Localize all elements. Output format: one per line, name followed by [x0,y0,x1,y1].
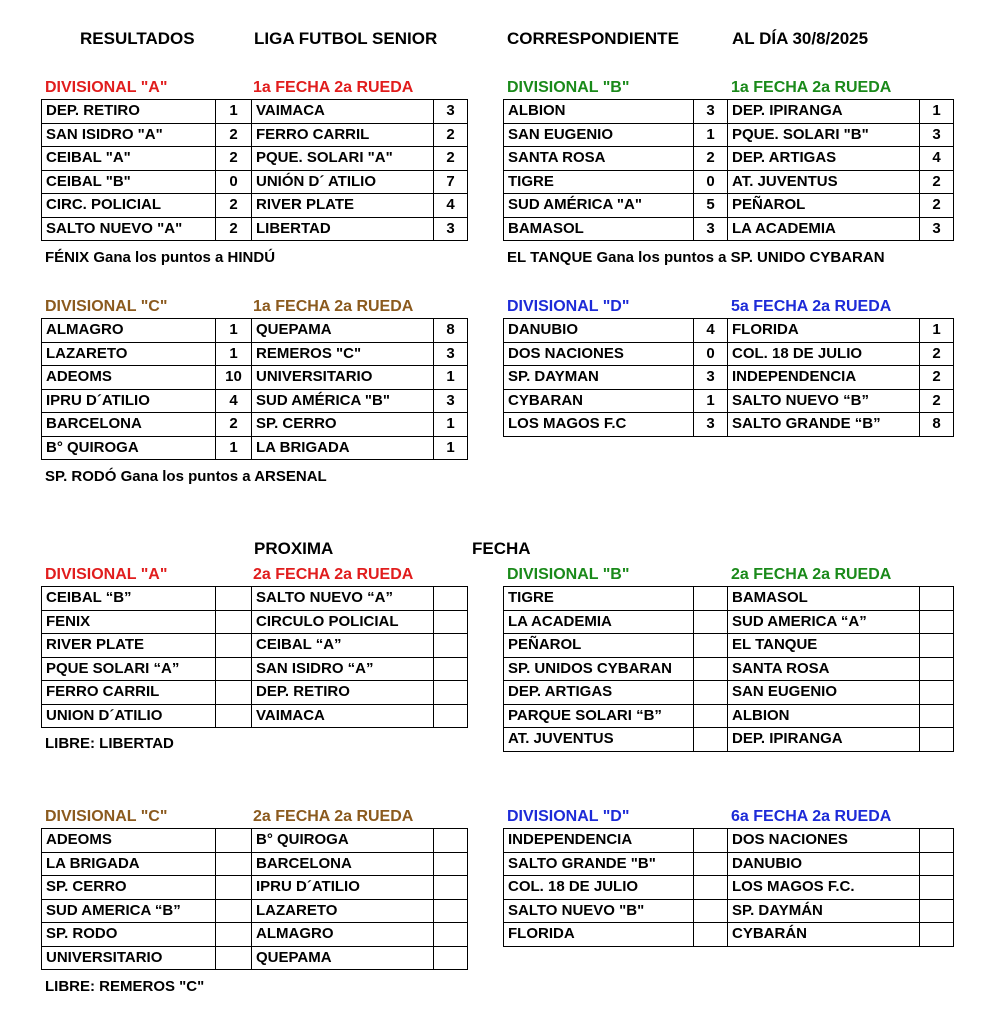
division-label: DIVISIONAL "D" [507,298,630,315]
away-score [920,681,954,705]
home-score: 3 [694,100,728,124]
table-row [42,852,468,876]
away-score: 3 [434,100,468,124]
away-team: LOS MAGOS F.C. [728,876,920,900]
table-row [504,100,954,124]
round-label: 5a FECHA 2a RUEDA [731,298,892,315]
away-score [920,634,954,658]
note: FÉNIX Gana los puntos a HINDÚ [45,249,276,266]
home-score: 3 [694,217,728,241]
away-team: SANTA ROSA [728,657,920,681]
header-liga: LIGA FUTBOL SENIOR [254,29,438,48]
table-row [504,319,954,343]
table-row [504,366,954,390]
home-score: 2 [216,413,252,437]
table-row [42,217,468,241]
away-team: SUD AMÉRICA "B" [252,389,434,413]
table-row [42,681,468,705]
table-row [42,100,468,124]
away-score [434,899,468,923]
away-score: 2 [920,366,954,390]
home-score [216,634,252,658]
home-score [694,610,728,634]
home-team: SUD AMÉRICA "A" [504,194,694,218]
home-team: SALTO GRANDE "B" [504,852,694,876]
away-team: VAIMACA [252,100,434,124]
away-team: LA BRIGADA [252,436,434,460]
home-team: DANUBIO [504,319,694,343]
round-label: 2a FECHA 2a RUEDA [731,566,892,583]
away-score: 1 [434,366,468,390]
away-team: SALTO NUEVO “A” [252,587,434,611]
away-score [434,657,468,681]
next-title-right: FECHA [472,539,531,558]
away-team: SAN ISIDRO “A” [252,657,434,681]
division-label: DIVISIONAL "B" [507,79,630,96]
home-team: SANTA ROSA [504,147,694,171]
home-score: 0 [216,170,252,194]
table-row [42,923,468,947]
away-score [434,634,468,658]
away-team: ALBION [728,704,920,728]
table-row [504,657,954,681]
home-score [216,899,252,923]
home-team: TIGRE [504,587,694,611]
home-score [694,829,728,853]
home-score [216,610,252,634]
table-row [504,852,954,876]
round-label: 2a FECHA 2a RUEDA [253,808,414,825]
away-team: DEP. IPIRANGA [728,728,920,752]
home-score: 1 [216,436,252,460]
home-score [694,681,728,705]
away-score [920,829,954,853]
home-score [216,852,252,876]
away-team: REMEROS "C" [252,342,434,366]
home-team: FERRO CARRIL [42,681,216,705]
round-label: 1a FECHA 2a RUEDA [253,298,414,315]
division-label: DIVISIONAL "C" [45,808,168,825]
away-score [920,657,954,681]
away-score: 2 [920,389,954,413]
away-team: INDEPENDENCIA [728,366,920,390]
home-team: FLORIDA [504,923,694,947]
away-team: RIVER PLATE [252,194,434,218]
table-row [42,610,468,634]
away-team: CEIBAL “A” [252,634,434,658]
away-score [920,876,954,900]
table-row [42,366,468,390]
away-score: 3 [920,217,954,241]
home-score: 1 [216,342,252,366]
away-score: 1 [434,436,468,460]
note: LIBRE: REMEROS "C" [45,978,205,995]
home-team: CEIBAL “B” [42,587,216,611]
fixtures-table [503,586,954,752]
away-team: PEÑAROL [728,194,920,218]
home-score [694,899,728,923]
away-team: UNIÓN D´ ATILIO [252,170,434,194]
home-score [216,829,252,853]
results-table [503,99,954,241]
home-team: PQUE SOLARI “A” [42,657,216,681]
home-team: COL. 18 DE JULIO [504,876,694,900]
home-team: SAN EUGENIO [504,123,694,147]
note: EL TANQUE Gana los puntos a SP. UNIDO CYBARAN [507,249,885,266]
home-score: 1 [694,389,728,413]
table-row [42,389,468,413]
home-team: SALTO NUEVO "B" [504,899,694,923]
home-score: 2 [694,147,728,171]
table-row [42,634,468,658]
home-team: LA BRIGADA [42,852,216,876]
home-score: 2 [216,217,252,241]
away-score: 1 [920,319,954,343]
away-team: SP. CERRO [252,413,434,437]
away-team: SAN EUGENIO [728,681,920,705]
away-team: DANUBIO [728,852,920,876]
away-team: VAIMACA [252,704,434,728]
table-row [42,170,468,194]
division-label: DIVISIONAL "B" [507,566,630,583]
away-team: DOS NACIONES [728,829,920,853]
away-score [920,899,954,923]
away-score [434,876,468,900]
home-score [694,634,728,658]
away-team: DEP. ARTIGAS [728,147,920,171]
home-score: 2 [216,147,252,171]
home-team: ALBION [504,100,694,124]
home-team: SP. CERRO [42,876,216,900]
home-score: 3 [694,413,728,437]
home-team: UNION D´ATILIO [42,704,216,728]
away-score: 2 [434,147,468,171]
home-team: CIRC. POLICIAL [42,194,216,218]
away-team: IPRU D´ATILIO [252,876,434,900]
home-team: LA ACADEMIA [504,610,694,634]
header-resultados: RESULTADOS [80,29,195,48]
home-team: LAZARETO [42,342,216,366]
away-team: ALMAGRO [252,923,434,947]
home-score: 3 [694,366,728,390]
round-label: 1a FECHA 2a RUEDA [731,79,892,96]
division-label: DIVISIONAL "D" [507,808,630,825]
home-team: PEÑAROL [504,634,694,658]
table-row [42,876,468,900]
home-score: 4 [216,389,252,413]
division-label: DIVISIONAL "A" [45,79,168,96]
away-score: 8 [920,413,954,437]
table-row [42,704,468,728]
away-team: BARCELONA [252,852,434,876]
table-row [42,319,468,343]
away-team: SALTO GRANDE “B” [728,413,920,437]
away-team: AT. JUVENTUS [728,170,920,194]
away-score [434,587,468,611]
away-team: PQUE. SOLARI "B" [728,123,920,147]
away-team: LA ACADEMIA [728,217,920,241]
home-score [694,852,728,876]
table-row [504,923,954,947]
note: LIBRE: LIBERTAD [45,735,174,752]
away-team: QUEPAMA [252,946,434,970]
away-team: DEP. RETIRO [252,681,434,705]
home-score: 1 [694,123,728,147]
home-score [694,587,728,611]
home-score [694,923,728,947]
away-score: 2 [920,170,954,194]
away-score [920,852,954,876]
away-team: EL TANQUE [728,634,920,658]
away-score: 3 [434,342,468,366]
table-row [504,194,954,218]
away-team: SALTO NUEVO “B” [728,389,920,413]
home-team: AT. JUVENTUS [504,728,694,752]
table-row [42,657,468,681]
table-row [42,829,468,853]
table-row [42,342,468,366]
division-label: DIVISIONAL "C" [45,298,168,315]
home-score [216,681,252,705]
home-team: BARCELONA [42,413,216,437]
table-row [504,876,954,900]
next-title-left: PROXIMA [254,539,334,558]
home-score: 2 [216,194,252,218]
home-score [694,704,728,728]
division-label: DIVISIONAL "A" [45,566,168,583]
away-score [920,587,954,611]
home-score [216,923,252,947]
away-score [920,704,954,728]
away-score: 3 [920,123,954,147]
away-team: FLORIDA [728,319,920,343]
away-team: PQUE. SOLARI "A" [252,147,434,171]
away-score: 7 [434,170,468,194]
home-score [216,657,252,681]
home-score: 0 [694,170,728,194]
home-score [694,657,728,681]
round-label: 1a FECHA 2a RUEDA [253,79,414,96]
table-row [42,899,468,923]
home-score: 10 [216,366,252,390]
home-team: SALTO NUEVO "A" [42,217,216,241]
table-row [504,147,954,171]
away-team: SUD AMERICA “A” [728,610,920,634]
away-score [920,923,954,947]
away-score [920,728,954,752]
home-score [216,876,252,900]
table-row [42,147,468,171]
round-label: 2a FECHA 2a RUEDA [253,566,414,583]
table-row [504,389,954,413]
away-team: LAZARETO [252,899,434,923]
home-team: FENIX [42,610,216,634]
away-score [434,923,468,947]
note: SP. RODÓ Gana los puntos a ARSENAL [45,468,327,485]
home-score: 1 [216,319,252,343]
home-team: INDEPENDENCIA [504,829,694,853]
results-table [503,318,954,437]
home-team: SP. DAYMAN [504,366,694,390]
table-row [504,610,954,634]
home-score: 5 [694,194,728,218]
away-team: FERRO CARRIL [252,123,434,147]
table-row [504,899,954,923]
home-team: BAMASOL [504,217,694,241]
home-team: ADEOMS [42,829,216,853]
home-team: UNIVERSITARIO [42,946,216,970]
home-team: ADEOMS [42,366,216,390]
away-score: 1 [920,100,954,124]
home-score [694,728,728,752]
table-row [504,634,954,658]
home-team: TIGRE [504,170,694,194]
away-score: 3 [434,217,468,241]
away-team: CIRCULO POLICIAL [252,610,434,634]
table-row [42,587,468,611]
away-team: B° QUIROGA [252,829,434,853]
home-team: SAN ISIDRO "A" [42,123,216,147]
home-score [216,946,252,970]
away-team: DEP. IPIRANGA [728,100,920,124]
away-score: 4 [920,147,954,171]
away-team: LIBERTAD [252,217,434,241]
table-row [504,217,954,241]
away-score [434,610,468,634]
header-correspondiente: CORRESPONDIENTE [507,29,679,48]
home-team: SP. RODO [42,923,216,947]
table-row [504,587,954,611]
home-score: 2 [216,123,252,147]
table-row [504,170,954,194]
table-row [504,681,954,705]
home-team: CYBARAN [504,389,694,413]
home-team: B° QUIROGA [42,436,216,460]
away-score: 4 [434,194,468,218]
home-score: 1 [216,100,252,124]
round-label: 6a FECHA 2a RUEDA [731,808,892,825]
table-row [42,413,468,437]
away-team: QUEPAMA [252,319,434,343]
home-team: CEIBAL "A" [42,147,216,171]
away-score [434,852,468,876]
table-row [42,194,468,218]
away-team: COL. 18 DE JULIO [728,342,920,366]
home-score: 0 [694,342,728,366]
home-team: LOS MAGOS F.C [504,413,694,437]
table-row [504,829,954,853]
results-table [41,318,468,460]
home-team: PARQUE SOLARI “B” [504,704,694,728]
header-date: AL DÍA 30/8/2025 [732,29,869,48]
results-table [41,99,468,241]
table-row [504,123,954,147]
away-score: 8 [434,319,468,343]
home-team: DEP. ARTIGAS [504,681,694,705]
table-row [42,946,468,970]
home-team: CEIBAL "B" [42,170,216,194]
away-score [434,704,468,728]
away-score: 1 [434,413,468,437]
fixtures-table [503,828,954,947]
fixtures-table [41,586,468,728]
table-row [504,342,954,366]
table-row [504,704,954,728]
away-score: 2 [434,123,468,147]
away-team: CYBARÁN [728,923,920,947]
away-team: SP. DAYMÁN [728,899,920,923]
table-row [42,123,468,147]
away-score: 2 [920,342,954,366]
home-team: IPRU D´ATILIO [42,389,216,413]
home-score [694,876,728,900]
home-team: SP. UNIDOS CYBARAN [504,657,694,681]
fixtures-table [41,828,468,970]
table-row [42,436,468,460]
home-team: ALMAGRO [42,319,216,343]
home-team: SUD AMERICA “B” [42,899,216,923]
away-team: BAMASOL [728,587,920,611]
home-score: 4 [694,319,728,343]
away-score: 3 [434,389,468,413]
away-score [434,829,468,853]
home-score [216,704,252,728]
table-row [504,728,954,752]
away-score [434,681,468,705]
away-score: 2 [920,194,954,218]
table-row [504,413,954,437]
away-score [920,610,954,634]
home-team: DEP. RETIRO [42,100,216,124]
away-score [434,946,468,970]
away-team: UNIVERSITARIO [252,366,434,390]
home-team: DOS NACIONES [504,342,694,366]
home-team: RIVER PLATE [42,634,216,658]
home-score [216,587,252,611]
